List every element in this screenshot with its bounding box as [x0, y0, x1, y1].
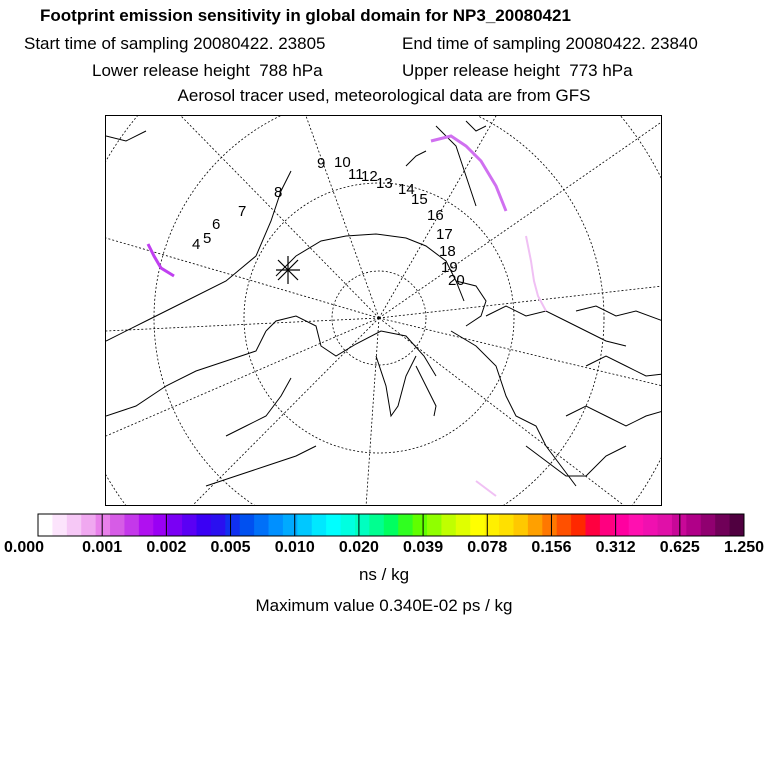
colorbar	[37, 513, 745, 537]
colorbar-swatch	[542, 514, 557, 536]
colorbar-swatch	[427, 514, 442, 536]
colorbar-swatch	[67, 514, 82, 536]
colorbar-swatch	[629, 514, 644, 536]
end-time-text: End time of sampling 20080422. 23840	[402, 34, 698, 53]
colorbar-swatch	[341, 514, 356, 536]
colorbar-swatch	[528, 514, 543, 536]
colorbar-swatch	[52, 514, 67, 536]
track-label-4: 4	[192, 236, 201, 253]
colorbar-swatch	[38, 514, 53, 536]
units-label: ns / kg	[358, 565, 410, 584]
track-label-20: 20	[448, 272, 465, 289]
track-label-7: 7	[238, 203, 247, 220]
colorbar-tick-label: 0.010	[274, 539, 315, 556]
colorbar-swatch	[182, 514, 197, 536]
track-label-9: 9	[317, 155, 326, 172]
track-label-11: 11	[348, 166, 364, 183]
colorbar-swatch	[571, 514, 586, 536]
colorbar-swatch	[614, 514, 629, 536]
colorbar-swatch	[297, 514, 312, 536]
track-label-17: 17	[436, 226, 453, 243]
colorbar-swatch	[730, 514, 745, 536]
colorbar-swatch	[586, 514, 601, 536]
colorbar-swatch	[557, 514, 572, 536]
colorbar-tick-label: 0.078	[467, 539, 508, 556]
polar-map	[105, 115, 662, 506]
track-label-18: 18	[439, 243, 456, 260]
colorbar-swatch	[254, 514, 269, 536]
colorbar-swatch	[196, 514, 211, 536]
colorbar-swatch	[81, 514, 96, 536]
colorbar-tick-label: 0.001	[82, 539, 123, 556]
track-label-19: 19	[441, 259, 458, 276]
colorbar-tick-label: 0.002	[146, 539, 187, 556]
colorbar-swatch	[441, 514, 456, 536]
colorbar-tick-label: 0.005	[210, 539, 251, 556]
colorbar-swatch	[355, 514, 370, 536]
colorbar-swatch	[456, 514, 471, 536]
track-label-13: 13	[376, 175, 393, 192]
maximum-value-text: Maximum value 0.340E-02 ps / kg	[255, 596, 513, 615]
colorbar-swatch	[658, 514, 673, 536]
track-label-16: 16	[427, 207, 444, 224]
colorbar-swatch	[384, 514, 399, 536]
colorbar-swatch	[369, 514, 384, 536]
track-label-8: 8	[274, 184, 283, 201]
colorbar-swatch	[326, 514, 341, 536]
track-label-12: 12	[361, 168, 378, 185]
colorbar-swatch	[470, 514, 485, 536]
colorbar-swatch	[240, 514, 255, 536]
colorbar-swatch	[413, 514, 428, 536]
colorbar-swatch	[211, 514, 226, 536]
start-time-text: Start time of sampling 20080422. 23805	[24, 34, 326, 53]
map-title: Footprint emission sensitivity in global domain for NP3_20080421	[40, 6, 571, 25]
colorbar-swatch	[139, 514, 154, 536]
colorbar-swatch	[701, 514, 716, 536]
colorbar-tick-label: 0.000	[3, 539, 45, 556]
upper-release-height-text: Upper release height 773 hPa	[402, 61, 633, 80]
colorbar-tick-label: 0.039	[403, 539, 444, 556]
colorbar-swatch	[110, 514, 125, 536]
colorbar-tick-label: 1.250	[723, 539, 765, 556]
colorbar-tick-label: 0.020	[338, 539, 379, 556]
colorbar-swatch	[124, 514, 139, 536]
colorbar-tick-label: 0.625	[659, 539, 700, 556]
track-label-5: 5	[203, 230, 212, 247]
colorbar-swatch	[715, 514, 730, 536]
colorbar-swatch	[225, 514, 240, 536]
colorbar-tick-label: 0.312	[595, 539, 636, 556]
plume-west	[148, 244, 174, 276]
track-label-6: 6	[212, 216, 221, 233]
colorbar-swatch	[643, 514, 658, 536]
release-point-asterisk	[276, 256, 300, 284]
track-label-15: 15	[411, 191, 428, 208]
colorbar-swatch	[312, 514, 327, 536]
tracer-note: Aerosol tracer used, meteorological data are from GFS	[177, 86, 591, 105]
colorbar-swatch	[600, 514, 615, 536]
track-label-10: 10	[334, 154, 351, 171]
colorbar-swatch	[398, 514, 413, 536]
colorbar-swatch	[686, 514, 701, 536]
colorbar-swatch	[283, 514, 298, 536]
track-labels	[192, 154, 465, 289]
colorbar-swatch	[513, 514, 528, 536]
colorbar-swatch	[168, 514, 183, 536]
lower-release-height-text: Lower release height 788 hPa	[92, 61, 323, 80]
colorbar-swatch	[269, 514, 284, 536]
map-canvas	[106, 116, 662, 506]
plume-north	[431, 136, 506, 211]
colorbar-swatch	[499, 514, 514, 536]
colorbar-swatch	[96, 514, 111, 536]
track-label-14: 14	[398, 181, 415, 198]
colorbar-tick-label: 0.156	[531, 539, 572, 556]
plume-south	[476, 481, 496, 496]
